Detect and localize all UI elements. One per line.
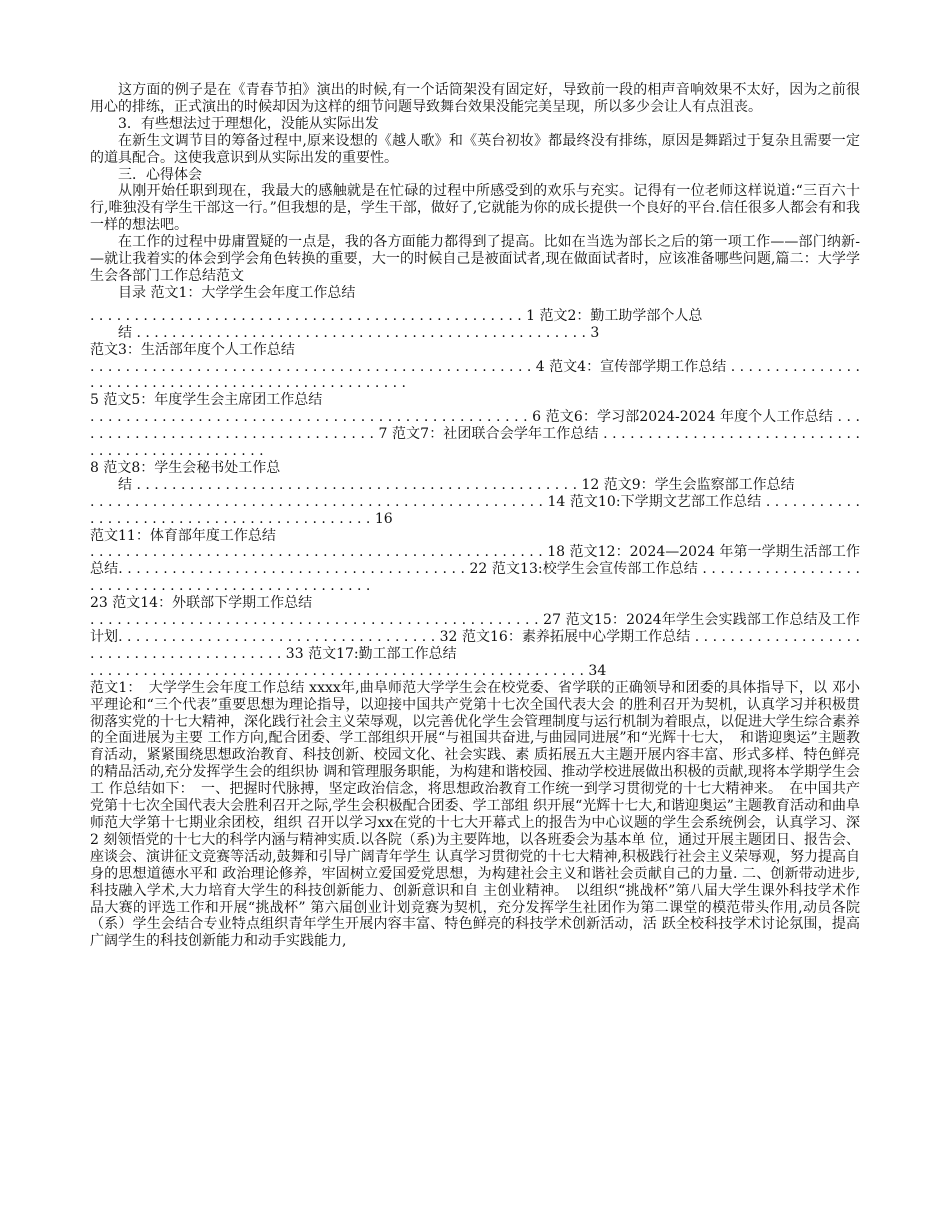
toc-line: . . . . . . . . . . . . . . . . . . . . . . . . . . . . . . . . . . . . . . . . . . . . . . . . . . . . . . . . 34: [90, 662, 607, 679]
paragraph-growth: 在工作的过程中毋庸置疑的一点是，我的各方面能力都得到了提高。比如在当选为部长之后的第一项工作——部门纳新-—就让我着实的体会到学会角色转换的重要，大一的时候自己是被面试者,现在做面试者时，应该准备哪些问题,篇二：大学学生会各部门工作总结范文: [90, 234, 860, 284]
toc-line: 5 范文5：年度学生会主席团工作总结: [90, 392, 323, 409]
toc-line: 23 范文14：外联部下学期工作总结: [90, 595, 313, 612]
toc-title: 目录 范文1：大学学生会年度工作总结: [118, 284, 356, 301]
main-body-text: 范文1： 大学学生会年度工作总结 xxxx年,曲阜师范大学学生会在校党委、省学联的正确领导和团委的具体指导下，以 邓小平理论和“三个代表”重要思想为理论指导，以迎接中国共产党第十七次全国代表大会 的胜利召开为契机，认真学习并积极贯彻落实党的十七大精神，深化践行社会主义荣辱观，以完善优化学生会管理制度与运行机制为着眼点，以促进大学生综合素养的全面进展为主要 工作方向,配合团委、学工部组织开展“与祖国共奋进,与曲园同进展”和“光辉十七大， 和谐迎奥运”主题教育活动，紧紧围绕思想政治教育、科技创新、校园文化、社会实践、素 质拓展五大主题开展内容丰富、形式多样、特色鲜亮的精品活动,充分发挥学生会的组织协 调和管理服务职能，为构建和谐校园、推动学校进展做出积极的贡献,现将本学期学生会工 作总结如下： 一、把握时代脉搏，坚定政治信念，将思想政治教育工作统一到学习贯彻党的十七大精神来。 在中国共产党第十七次全国代表大会胜利召开之际,学生会积极配合团委、学工部组 织开展“光辉十七大,和谐迎奥运”主题教育活动和曲阜师范大学第十七期业余团校，组织 召开以学习xx在党的十七大开幕式上的报告为中心议题的学生会系统例会，认真学习、深 2 刻领悟党的十七大的科学内涵与精神实质.以各院（系)为主要阵地，以各班委会为基本单 位，通过开展主题团日、报告会、座谈会、演讲征文竞赛等活动,鼓舞和引导广阔青年学生 认真学习贯彻党的十七大精神,积极践行社会主义荣辱观，努力提高自身的思想道德水平和 政治理论修养，牢固树立爱国爱党思想，为构建社会主义和谐社会贡献自己的力量. 二、创新带动进步,科技融入学术,大力培育大学生的科技创新能力、创新意识和自 主创业精神。 以组织“挑战杯”第八届大学生课外科技学术作品大赛的评选工作和开展“挑战杯” 第六届创业计划竞赛为契机，充分发挥学生社团作为第二课堂的模范带头作用,动员各院 （系）学生会结合专业特点组织青年学生开展内容丰富、特色鲜亮的科技学术创新活动，活 跃全校科技学术讨论氛围，提高广阔学生的科技创新能力和动手实践能力,: [90, 679, 874, 950]
paragraph-rehearsal: 在新生文调节目的筹备过程中,原来设想的《越人歌》和《英台初妆》都最终没有排练，原因是舞蹈过于复杂且需要一定的道具配合。这使我意识到从实际出发的重要性。: [90, 132, 860, 166]
toc-line: . . . . . . . . . . . . . . . . . . . . . . . . . . . . . . . . . . . . . . . . . . . . . . . . . 1 范文2：勤工助学部个人总: [90, 307, 703, 324]
toc-line: 范文3：生活部年度个人工作总结: [90, 341, 295, 358]
table-of-contents: [90, 308, 860, 680]
toc-line: 结 . . . . . . . . . . . . . . . . . . . . . . . . . . . . . . . . . . . . . . . . . . . . . . . . . . . 3: [118, 324, 600, 341]
toc-line: . . . . . . . . . . . . . . . . . . . . . . . . . . . . . . . . . . . . . . . . . . . . . . . . . 6 范文6：学习部2024-2024 年度个人工作总结 . . . . . . . . . . . . . . . . . . . . . . . . . . . . . . . . . . . 7 范文7：社团联合会学年工作总结 . . . . . . . . . . . . . . . . . . . . . . . . . . . . . . . . . . . . . . . . . . . . . . . . .: [90, 409, 860, 460]
toc-line: . . . . . . . . . . . . . . . . . . . . . . . . . . . . . . . . . . . . . . . . . . . . . . . . . . 27 范文15：2024年学生会实践部工作总结及工作计划. . . . . . . . . . . . . . . . . . . . . . . . . . . . . . . . . . . . 32 范文16：素养拓展中心学期工作总结 . . . . . . . . . . . . . . . . . . . . . . . . . . . . . . . . . . . . . . . . . 33 范文17:勤工部工作总结: [90, 612, 860, 662]
paragraph-feelings: 从刚开始任职到现在，我最大的感触就是在忙碌的过程中所感受到的欢乐与充实。记得有一位老师这样说道:“三百六十行,唯独没有学生干部这一行。”但我想的是，学生干部，做好了,它就能为你的成长提供一个良好的平台.信任很多人都会有和我一样的想法吧。: [90, 183, 860, 234]
heading-reflection: 三．心得体会: [118, 166, 202, 183]
toc-line: . . . . . . . . . . . . . . . . . . . . . . . . . . . . . . . . . . . . . . . . . . . . . . . . . . . 18 范文12：2024—2024 年第一学期生活部工作总结. . . . . . . . . . . . . . . . . . . . . . . . . . . . . . . . . . . . . . . 22 范文13:校学生会宣传部工作总结 . . . . . . . . . . . . . . . . . . . . . . . . . . . . . . . . . . . . . . . . . . . . . . . . . .: [90, 544, 860, 595]
toc-line: . . . . . . . . . . . . . . . . . . . . . . . . . . . . . . . . . . . . . . . . . . . . . . . . . . . 14 范文10:下学期文艺部工作总结 . . . . . . . . . . . . . . . . . . . . . . . . . . . . . . . . . . . . . . . . . . . 16: [90, 493, 860, 527]
toc-line: 范文11：体育部年度工作总结: [90, 527, 276, 544]
toc-line: 结 . . . . . . . . . . . . . . . . . . . . . . . . . . . . . . . . . . . . . . . . . . . . . . . . . . 12 范文9：学生会监察部工作总结: [118, 476, 795, 493]
heading-idealism: 3．有些想法过于理想化，没能从实际出发: [118, 115, 379, 132]
toc-line: . . . . . . . . . . . . . . . . . . . . . . . . . . . . . . . . . . . . . . . . . . . . . . . . . . 4 范文4：宣传部学期工作总结 . . . . . . . . . . . . . . . . . . . . . . . . . . . . . . . . . . . . . . . . . . . . . . . . . . .: [90, 358, 860, 392]
paragraph-example: 这方面的例子是在《青春节拍》演出的时候,有一个话筒架没有固定好，导致前一段的相声音响效果不太好，因为之前很用心的排练，正式演出的时候却因为这样的细节问题导致舞台效果没能完美呈现，所以多少会让人有点沮丧。: [90, 82, 860, 115]
toc-line: 8 范文8：学生会秘书处工作总: [90, 459, 281, 476]
